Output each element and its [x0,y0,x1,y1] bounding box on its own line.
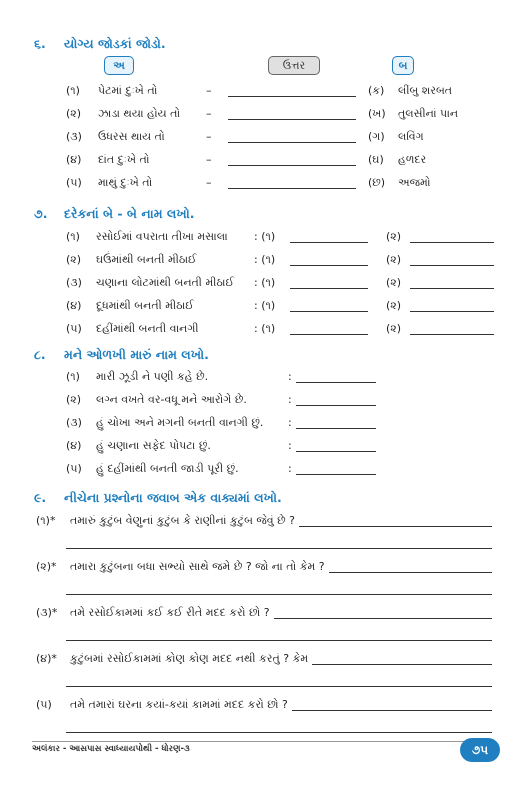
answer-1-label: : (૧) [254,276,276,289]
answer-1-label: : (૧) [254,322,276,335]
row-number: (૫) [66,176,82,189]
answer-2-label: (૨) [386,322,402,335]
section-6-number: ૬. [34,36,46,51]
answer-1-label: : (૧) [254,230,276,243]
answer-1-label: : (૧) [254,253,276,266]
answer-line-1[interactable] [292,710,492,711]
answer-column-header: ઉત્તર [268,56,320,75]
answer-1-line[interactable] [290,242,368,243]
answer-2-label: (૨) [386,299,402,312]
row-number: (૩) [66,276,82,289]
footer-book-title: અલંકાર - આસપાસ સ્વાધ્યાયપોથી - ધોરણ-૩ [32,744,190,754]
row-number: (૨) [66,393,82,406]
question-number: (૫) [36,698,52,711]
answer-line-2[interactable] [66,640,492,641]
right-item-number: (ક) [368,84,385,97]
row-text: હું દહીંમાંથી બનતી જાડી પૂરી છું. [96,462,239,475]
answer-line[interactable] [296,428,376,429]
question-number: (૨)* [36,560,57,573]
left-item: ઝાડા થયા હોય તો [98,107,181,120]
row-number: (૨) [66,253,82,266]
row-text: દૂધમાંથી બનતી મીઠાઈ [96,299,194,312]
right-item-number: (ગ) [368,130,385,143]
row-number: (૪) [66,153,82,166]
right-item-number: (ખ) [368,107,386,120]
row-text: લગ્ન વખતે વર-વધૂ મને આરોગે છે. [96,393,247,406]
answer-line-1[interactable] [329,572,492,573]
colon: : [288,416,292,429]
row-text: રસોઈમાં વપરાતા તીખા મસાલા [96,230,228,243]
section-8-number: ૮. [34,347,46,362]
answer-line[interactable] [228,119,356,120]
row-number: (૪) [66,299,82,312]
answer-line[interactable] [228,165,356,166]
row-number: (૪) [66,439,82,452]
question-number: (૩)* [36,606,58,619]
colon: : [288,393,292,406]
right-item: તુલસીનાં પાન [398,107,459,120]
question-number: (૧)* [36,514,56,527]
question-text: કુટુંબમાં રસોઈકામમાં કોણ કોણ મદદ નથી કરતું ? કેમ [70,652,309,665]
row-text: હું ચણાના સફેદ પોપટા છું. [96,439,211,452]
answer-line[interactable] [228,142,356,143]
section-6-heading [34,36,166,52]
colon: : [288,462,292,475]
answer-1-line[interactable] [290,288,368,289]
column-b-header: બ [392,56,414,75]
answer-line[interactable] [296,382,376,383]
section-6-title: યોગ્ય જોડકાં જોડો. [64,36,166,51]
section-8-heading [34,347,209,363]
answer-line-2[interactable] [66,594,492,595]
section-7-title: દરેકનાં બે - બે નામ લખો. [64,206,195,221]
answer-1-line[interactable] [290,334,368,335]
dash-symbol: – [206,176,212,189]
row-number: (૨) [66,107,82,120]
answer-line-2[interactable] [66,548,492,549]
right-item-number: (છ) [368,176,386,189]
row-text: ચણાના લોટમાંથી બનતી મીઠાઈ [96,276,234,289]
answer-2-label: (૨) [386,230,402,243]
section-9-heading [34,490,282,506]
column-a-header: અ [104,56,134,75]
row-text: હું ચોખા અને મગની બનતી વાનગી છું. [96,416,264,429]
colon: : [288,370,292,383]
answer-line-2[interactable] [66,732,492,733]
dash-symbol: – [206,153,212,166]
answer-1-label: : (૧) [254,299,276,312]
answer-2-line[interactable] [410,265,494,266]
answer-1-line[interactable] [290,265,368,266]
answer-line[interactable] [228,96,356,97]
row-number: (૧) [66,230,80,243]
row-text: મારી ઝૂડી ને પણી કહે છે. [96,370,209,383]
answer-line[interactable] [296,451,376,452]
answer-line-1[interactable] [299,526,492,527]
row-number: (૫) [66,322,82,335]
question-number: (૪)* [36,652,57,665]
section-9-number: ૯. [34,490,47,505]
dash-symbol: – [206,130,212,143]
question-text: તમે રસોઈકામમાં કઈ કઈ રીતે મદદ કરો છો ? [70,606,270,619]
answer-2-line[interactable] [410,311,494,312]
row-number: (૧) [66,370,80,383]
left-item: માથું દુઃખે તો [98,176,153,189]
answer-2-line[interactable] [410,334,494,335]
question-text: તમારું કુટુંબ વેણુનાં કુટુંબ કે રાણીનાં કુટુંબ જેવું છે ? [70,514,295,527]
answer-2-line[interactable] [410,242,494,243]
dash-symbol: – [206,84,212,97]
answer-line-2[interactable] [66,686,492,687]
left-item: ઉધરસ થાય તો [98,130,165,143]
row-number: (૫) [66,462,82,475]
row-number: (૩) [66,130,82,143]
row-number: (૧) [66,84,80,97]
answer-2-label: (૨) [386,253,402,266]
right-item: લવિંગ [398,130,424,143]
answer-2-label: (૨) [386,276,402,289]
right-item-number: (ઘ) [368,153,384,166]
section-9-title: નીચેના પ્રશ્નોના જવાબ એક વાક્યમાં લખો. [64,490,282,505]
answer-line[interactable] [296,474,376,475]
colon: : [288,439,292,452]
row-text: ઘઉંમાંથી બનતી મીઠાઈ [96,253,197,266]
right-item: લીંબુ શરબત [398,84,453,97]
left-item: દાંત દુઃખે તો [98,153,150,166]
row-number: (૩) [66,416,82,429]
section-7-heading [34,206,194,222]
answer-1-line[interactable] [290,311,368,312]
answer-line-1[interactable] [274,618,492,619]
row-text: દહીંમાંથી બનતી વાનગી [96,322,199,335]
answer-line[interactable] [228,188,356,189]
dash-symbol: – [206,107,212,120]
right-item: હળદર [398,153,427,166]
question-text: તમે તમારાં ઘરના કયાં-કયાં કામમાં મદદ કરો છો ? [70,698,288,711]
section-7-number: ૭. [34,206,48,221]
left-item: પેટમાં દુઃખે તો [98,84,158,97]
page-number-badge: ૭૫ [460,738,500,762]
answer-line[interactable] [296,405,376,406]
answer-2-line[interactable] [410,288,494,289]
section-8-title: મને ઓળખી મારું નામ લખો. [64,347,209,362]
answer-line-1[interactable] [312,664,492,665]
question-text: તમારા કુટુંબના બધા સભ્યો સાથે જમે છે ? જો ના તો કેમ ? [70,560,325,573]
right-item: અજમો [398,176,431,189]
